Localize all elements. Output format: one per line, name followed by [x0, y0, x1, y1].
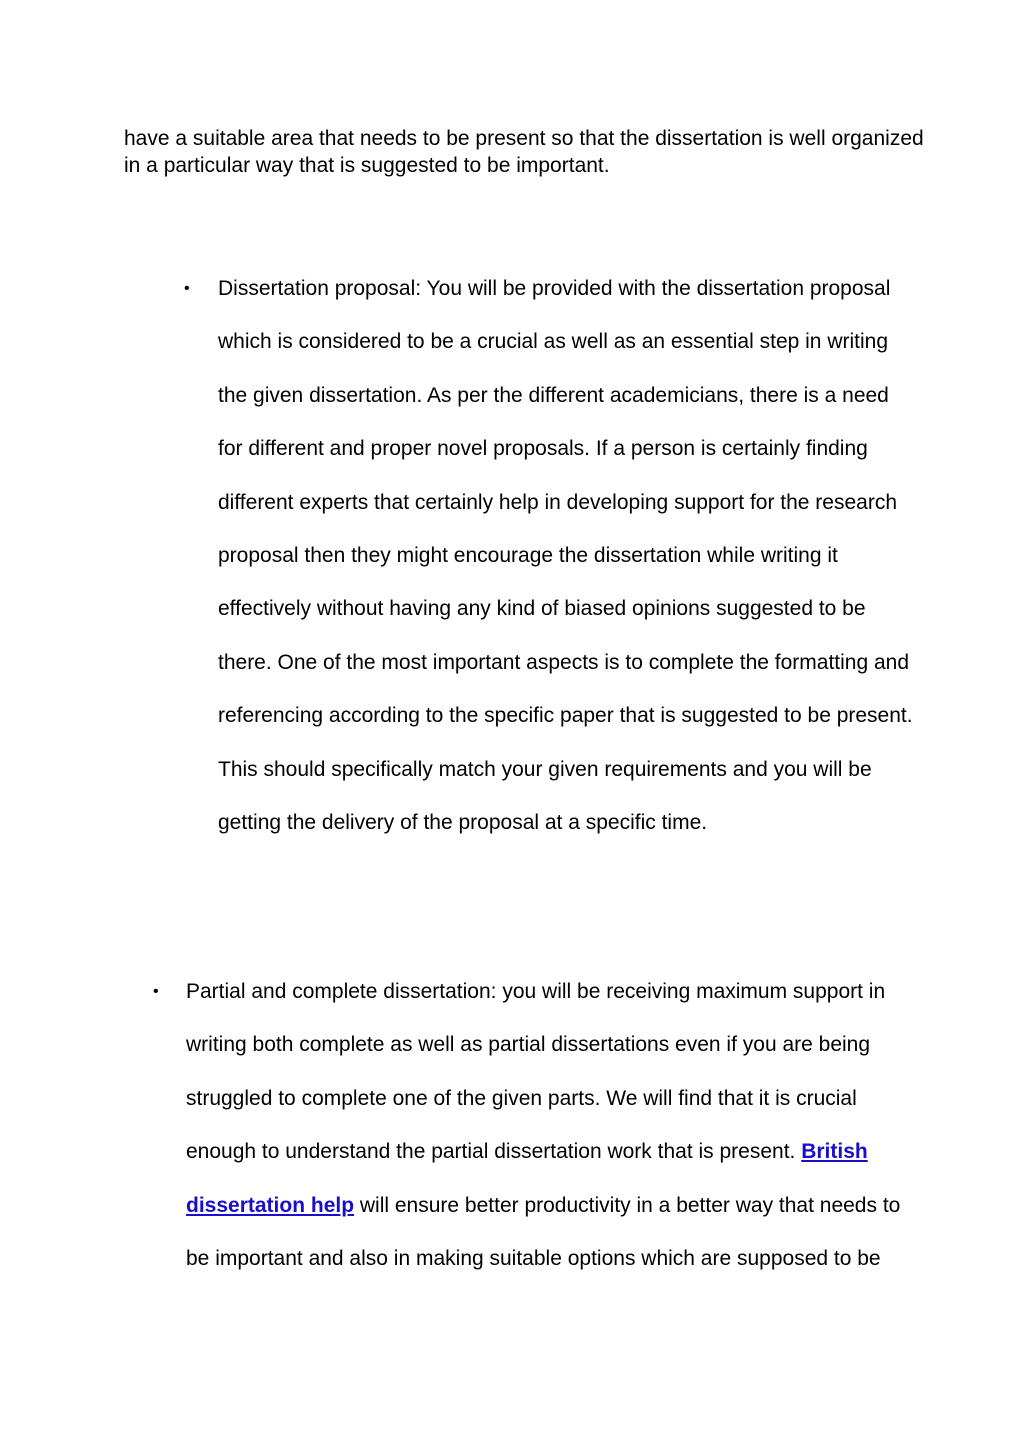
bullet-icon: •: [184, 280, 190, 297]
list-item-text: Dissertation proposal: You will be provided with the dissertation proposal which is considered to be a crucial as well as an essential step in writing the given dissertation. As per the different academicians, there is a need for different and proper novel proposals. If a person is certainly finding different experts that certainly help in developing support for the research proposal then they might encourage the dissertation while writing it effectively without having any kind of biased opinions suggested to be there. One of the most important aspects is to complete the formatting and referencing according to the specific paper that is suggested to be present. This should specifically match your given requirements and you will be getting the delivery of the proposal at a specific time.: [218, 277, 913, 835]
list-item-partial-complete-dissertation: [0, 965, 906, 1285]
british-dissertation-help-link[interactable]: British dissertation help: [186, 1140, 868, 1217]
bullet-icon: •: [153, 983, 159, 1000]
bullet-list-2: [0, 965, 1023, 1285]
list-item-text-after-link: will ensure better productivity in a better way that needs to be important and also in making suitable options which are supposed to be: [186, 1193, 901, 1271]
bullet-list-1: [0, 262, 1023, 849]
list-item-dissertation-proposal: [0, 262, 918, 849]
list-item-text-before-link: Partial and complete dissertation: you will be receiving maximum support in writing both complete as well as partial dissertations even if you are being struggled to complete one of the given parts. We will find that it is crucial enough to understand the partial dissertation work that is present.: [186, 980, 886, 1164]
intro-paragraph: have a suitable area that needs to be present so that the dissertation is well organized in a particular way that is suggested to be important.: [124, 127, 924, 177]
